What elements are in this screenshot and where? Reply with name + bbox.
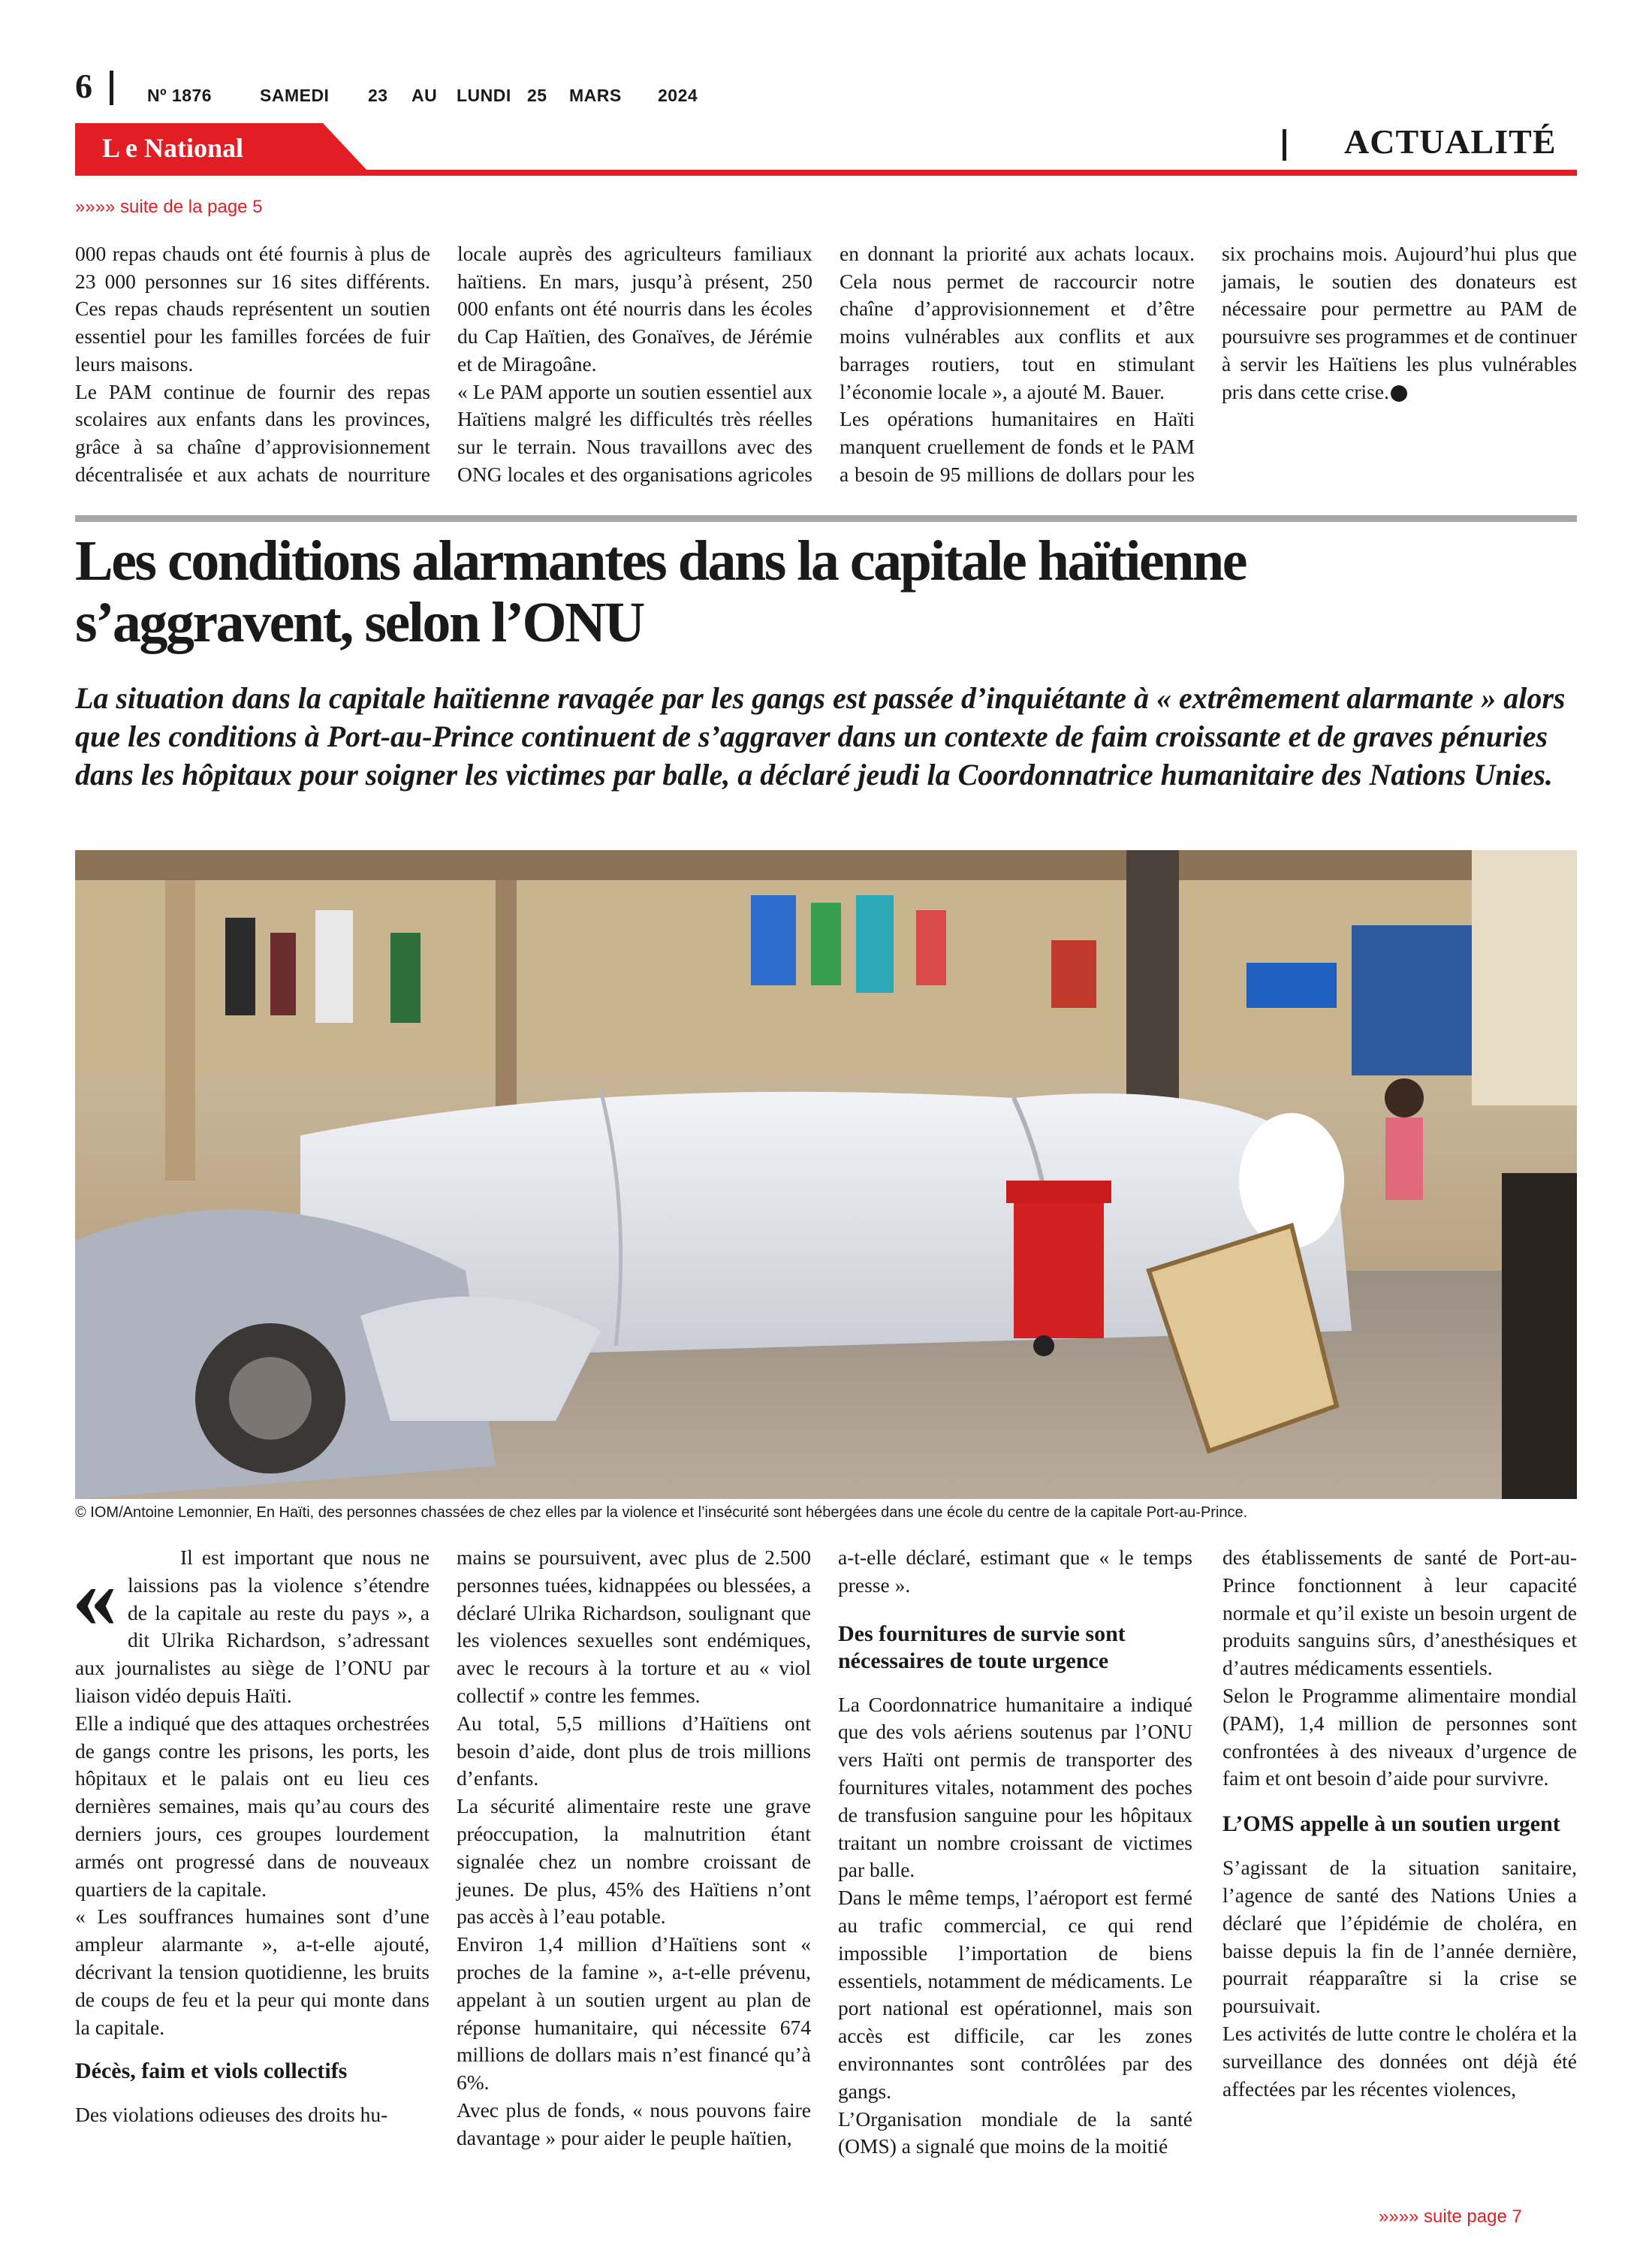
drop-quote-mark: «: [72, 1546, 117, 1646]
issue-number: Nº 1876: [147, 86, 213, 105]
body-paragraph-8-start: Avec plus de fonds, « nous pouvons faire davantage » pour aider le peuple haïtien,: [457, 2098, 811, 2149]
date-month: MARS: [569, 86, 622, 105]
article-col-3: [838, 1544, 1192, 2161]
date-day-end: LUNDI: [457, 86, 511, 105]
photo-caption: © IOM/Antoine Lemonnier, En Haïti, des personnes chassées de chez elles par la violence et l’insécurité sont hébergées dans une école du centre de la capitale Port-au-Prince.: [75, 1504, 1248, 1521]
body-paragraph-9: La Coordonnatrice humanitaire a indiqué que des vols aériens soutenus par l’ONU vers Haïti ont permis de transporter des fournitures vitales, notamment des poches de transfusion sanguine pour les hôpitaux traitant un nombre croissant de victimes par balle.: [838, 1692, 1192, 1882]
article-col-1: [72, 1544, 430, 2129]
prev-paragraph-3: « Le PAM apporte un soutien essentiel aux Haïtiens malgré les difficultés très réelles sur le terrain. Nous travaillons avec des ONG locales et des organisations agricoles en donnant la priorité aux achats locaux. Cela nous permet de raccourcir notre chaîne d’approvisionnement et d’être moins vulnérables aux conflits et aux barrages routiers, tout en stimulant l’économie locale », a ajouté M. Bauer.: [457, 242, 1195, 486]
body-paragraph-8-end: a-t-elle déclaré, estimant que « le temps presse ».: [838, 1546, 1192, 1597]
date-num-start: 23: [368, 86, 388, 105]
headline-line-1: Les conditions alarmantes dans la capitale haïtienne: [75, 529, 1246, 593]
body-paragraph-2: Elle a indiqué que des attaques orchestrées de gangs contre les prisons, les ports, les hôpitaux et le palais ont eu lieu ces dernières semaines, mais qu’au cours des derniers jours, ces groupes lourdement armés ont progressé dans de nouveaux quartiers de la capitale.: [75, 1711, 430, 1901]
brand-logo: L e National: [102, 133, 244, 163]
prev-paragraph-1: 000 repas chauds ont été fournis à plus de 23 000 personnes sur 16 sites différents. Ces repas chauds représentent un soutien essentiel pour les familles forcées de fuir leurs maisons.: [75, 242, 430, 376]
continued-to: »»»» suite page 7: [1379, 2206, 1522, 2227]
section-title: ACTUALITÉ: [1344, 122, 1557, 161]
subhead-3: L’OMS appelle à un soutien urgent: [1222, 1811, 1560, 1837]
headline: [75, 530, 1577, 653]
body-paragraph-10: Dans le même temps, l’aéroport est fermé au trafic commercial, ce qui rend impossible l’importation de biens essentiels, notamment de médicaments. Le port national est opérationnel, mais son accès est difficile, car les zones environnantes sont contrôlées par des gangs.: [838, 1886, 1192, 2103]
body-paragraph-6: La sécurité alimentaire reste une grave préoccupation, la malnutrition étant signalée chez un nombre croissant de jeunes. De plus, 45% des Haïtiens n’ont pas accès à l’eau potable.: [457, 1794, 811, 1929]
article-col-2: [457, 1544, 811, 2152]
body-paragraph-11-end: des établissements de santé de Port-au-Prince fonctionnent à leur capacité normale et qu’il existe un besoin urgent de produits sanguins sûrs, d’anesthésiques et d’autres médicaments essentiels.: [1222, 1546, 1577, 1680]
date-year: 2024: [658, 86, 698, 105]
article-photo: [75, 850, 1577, 1499]
prev-paragraph-4: Les opérations humanitaires en Haïti manquent cruellement de fonds et le PAM a besoin de 95 millions de dollars pour les six prochains mois. Aujourd’hui plus que jamais, le soutien des donateurs est nécessaire pour permettre au PAM de poursuivre ses programmes et de continuer à servir les Haïtiens les plus vulnérables pris dans cette crise.: [840, 242, 1577, 486]
continued-from: »»»» suite de la page 5: [75, 197, 263, 217]
section-divider: [1283, 129, 1286, 161]
body-paragraph-1: Il est important que nous ne laissions pas la violence s’étendre de la capitale au reste du pays », a dit Ulrika Richardson, s’adressant aux journalistes au siège de l’ONU par liaison vidéo depuis Haïti.: [75, 1546, 430, 1707]
page-number-divider: [110, 71, 113, 105]
headline-line-2: s’aggravent, selon l’ONU: [75, 591, 644, 654]
subhead-2: Des fournitures de survie sont nécessaires de toute urgence: [838, 1621, 1126, 1673]
body-paragraph-13: S’agissant de la situation sanitaire, l’agence de santé des Nations Unies a déclaré que l’épidémie de choléra, en baisse depuis la fin de l’année dernière, pourrait réapparaître si la crise se poursuivait.: [1222, 1856, 1577, 2018]
body-paragraph-5: Au total, 5,5 millions d’Haïtiens ont besoin d’aide, dont plus de trois millions d’enfants.: [457, 1711, 811, 1790]
page-number: 6: [75, 67, 92, 105]
body-paragraph-7: Environ 1,4 million d’Haïtiens sont « proches de la famine », a-t-elle prévenu, appelant à un soutien urgent au plan de réponse humanitaire, qui nécessite 674 millions de dollars mais n’est financé qu’à 6%.: [457, 1932, 811, 2095]
article-deck: La situation dans la capitale haïtienne ravagée par les gangs est passée d’inquiétante à « extrêmement alarmante » alors que les conditions à Port-au-Prince continuent de s’aggraver dans un contexte de faim croissante et de graves pénuries dans les hôpitaux pour soigner les victimes par balle, a déclaré jeudi la Coordonnatrice humanitaire des Nations Unies.: [75, 681, 1566, 792]
body-paragraph-4-end: mains se poursuivent, avec plus de 2.500 personnes tuées, kidnappées ou blessées, a déclaré Ulrika Richardson, soulignant que les violences sexuelles sont endémiques, avec le recours à la torture et au « viol collectif » contre les femmes.: [457, 1546, 811, 1707]
prev-article: [75, 240, 1577, 496]
body-paragraph-3: « Les souffrances humaines sont d’une ampleur alarmante », a-t-elle ajouté, décrivant la tension quotidienne, les bruits de coups de feu et la peur qui monte dans la capitale.: [75, 1905, 430, 2039]
date-day-start: SAMEDI: [260, 86, 330, 105]
article-col-4: [1222, 1544, 1577, 2103]
body-paragraph-14: Les activités de lutte contre le choléra et la surveillance des données ont déjà été affectées par les récentes violences,: [1222, 2021, 1577, 2101]
subhead-1: Décès, faim et viols collectifs: [75, 2058, 348, 2084]
article-divider: [75, 515, 1577, 522]
date-num-end: 25: [527, 86, 547, 105]
prev-paragraph-2: Le PAM continue de fournir des repas scolaires aux enfants dans les provinces, grâce à sa chaîne d’approvisionnement décentralisée et aux achats de nourriture locale auprès des agriculteurs familiaux haïtiens. En mars, jusqu’à présent, 250 000 enfants ont été nourris dans les écoles du Cap Haïtien, des Gonaïves, de Jérémie et de Miragoâne.: [75, 242, 812, 486]
end-of-article-icon: [1391, 385, 1407, 402]
date-to: AU: [411, 86, 438, 105]
body-paragraph-12: Selon le Programme alimentaire mondial (PAM), 1,4 million de personnes sont confrontées à des niveaux d’urgence de faim et ont besoin d’aide pour survivre.: [1222, 1683, 1577, 1790]
body-paragraph-4-start: Des violations odieuses des droits hu-: [75, 2103, 388, 2127]
body-paragraph-11-start: L’Organisation mondiale de la santé (OMS) a signalé que moins de la moitié: [838, 2107, 1192, 2158]
